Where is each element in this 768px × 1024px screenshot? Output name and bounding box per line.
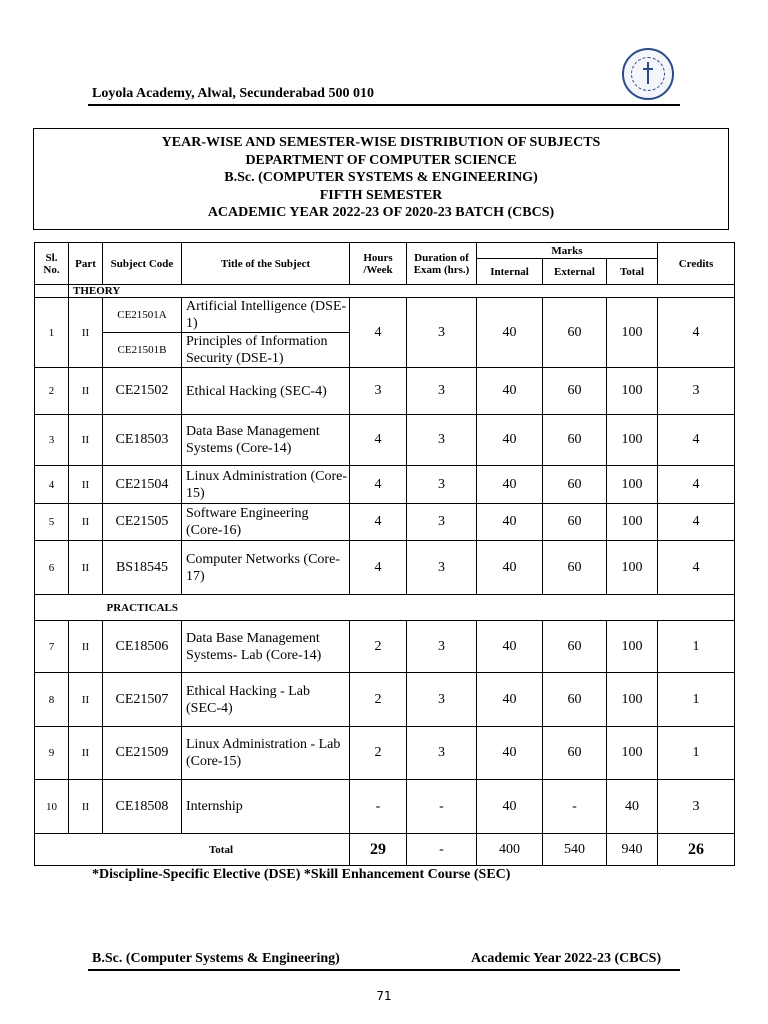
col-hours: Hours /Week	[350, 243, 407, 285]
total-label: Total	[35, 834, 350, 866]
cell-internal: 40	[477, 368, 543, 415]
col-credits: Credits	[658, 243, 735, 285]
table-row	[35, 541, 735, 595]
cell-total: 100	[607, 298, 658, 368]
title-line-2: DEPARTMENT OF COMPUTER SCIENCE	[245, 152, 517, 168]
cell-sl: 8	[35, 673, 69, 727]
footer-program: B.Sc. (Computer Systems & Engineering)	[92, 951, 340, 966]
cell-external: 60	[543, 298, 607, 368]
col-part: Part	[69, 243, 103, 285]
cell-external: 60	[543, 541, 607, 595]
col-external: External	[543, 259, 607, 285]
cell-duration: 3	[407, 541, 477, 595]
total-internal: 400	[477, 834, 543, 866]
cell-hours: 2	[350, 727, 407, 780]
cell-hours: -	[350, 780, 407, 834]
cell-total: 100	[607, 415, 658, 466]
cell-total: 100	[607, 621, 658, 673]
table-row	[35, 727, 735, 780]
col-sl-no: Sl. No.	[35, 243, 69, 285]
cell-hours: 4	[350, 415, 407, 466]
cell-credits: 4	[658, 298, 735, 368]
cell-credits: 4	[658, 415, 735, 466]
footnote: *Discipline-Specific Elective (DSE) *Skill Enhancement Course (SEC)	[92, 867, 511, 882]
cell-code: CE18506	[103, 621, 182, 673]
cell-total: 100	[607, 504, 658, 541]
cell-duration: -	[407, 780, 477, 834]
col-subject-code: Subject Code	[103, 243, 182, 285]
header-rule	[88, 104, 680, 106]
cell-external: 60	[543, 673, 607, 727]
cell-internal: 40	[477, 673, 543, 727]
section-practicals	[35, 595, 735, 621]
title-line-5: ACADEMIC YEAR 2022-23 OF 2020-23 BATCH (CBCS)	[207, 205, 555, 220]
cell-sl: 2	[35, 368, 69, 415]
cell-duration: 3	[407, 727, 477, 780]
cell-title: Ethical Hacking (SEC-4)	[182, 368, 350, 415]
cell-internal: 40	[477, 780, 543, 834]
cell-internal: 40	[477, 298, 543, 368]
cell-internal: 40	[477, 621, 543, 673]
cell-internal: 40	[477, 541, 543, 595]
cell-total: 100	[607, 368, 658, 415]
col-internal: Internal	[477, 259, 543, 285]
col-title: Title of the Subject	[182, 243, 350, 285]
cell-part: II	[69, 541, 103, 595]
cell-title: Computer Networks (Core-17)	[182, 541, 350, 595]
cell-code: CE21502	[103, 368, 182, 415]
cell-title: Principles of Information Security (DSE-1)	[182, 333, 350, 368]
table-row	[35, 621, 735, 673]
table-row	[35, 466, 735, 504]
cell-credits: 1	[658, 621, 735, 673]
cell-sl: 5	[35, 504, 69, 541]
cell-credits: 3	[658, 780, 735, 834]
cell-duration: 3	[407, 673, 477, 727]
cell-sl: 9	[35, 727, 69, 780]
cell-hours: 3	[350, 368, 407, 415]
cell-external: 60	[543, 368, 607, 415]
cell-external: 60	[543, 727, 607, 780]
section-theory	[35, 285, 735, 298]
table-row	[35, 415, 735, 466]
total-credits: 26	[658, 834, 735, 866]
cell-total: 100	[607, 727, 658, 780]
practicals-label: PRACTICALS	[103, 595, 735, 621]
cell-duration: 3	[407, 504, 477, 541]
cell-title: Ethical Hacking - Lab (SEC-4)	[182, 673, 350, 727]
cell-part: II	[69, 298, 103, 368]
cell-code: CE21501A	[103, 298, 182, 333]
col-total: Total	[607, 259, 658, 285]
cell-part: II	[69, 466, 103, 504]
title-line-3: B.Sc. (COMPUTER SYSTEMS & ENGINEERING)	[224, 170, 538, 185]
cell-external: 60	[543, 504, 607, 541]
cell-title: Linux Administration (Core-15)	[182, 466, 350, 504]
col-marks: Marks	[477, 243, 658, 259]
cell-credits: 3	[658, 368, 735, 415]
footer-rule	[88, 969, 680, 971]
cell-title: Artificial Intelligence (DSE-1)	[182, 298, 350, 333]
cell-duration: 3	[407, 415, 477, 466]
table-row	[35, 298, 735, 333]
total-total: 940	[607, 834, 658, 866]
cell-external: -	[543, 780, 607, 834]
page-number: 71	[376, 989, 392, 1003]
institution-name: Loyola Academy, Alwal, Secunderabad 500 010	[92, 86, 374, 101]
cell-hours: 2	[350, 673, 407, 727]
total-hours: 29	[350, 834, 407, 866]
cell-code: CE21509	[103, 727, 182, 780]
cell-total: 100	[607, 673, 658, 727]
cell-hours: 4	[350, 504, 407, 541]
cell-hours: 4	[350, 466, 407, 504]
cell-hours: 2	[350, 621, 407, 673]
cell-sl: 7	[35, 621, 69, 673]
cell-code: CE21507	[103, 673, 182, 727]
cell-code: CE21505	[103, 504, 182, 541]
cell-part: II	[69, 621, 103, 673]
cell-total: 100	[607, 466, 658, 504]
table-row	[35, 504, 735, 541]
cell-title: Software Engineering (Core-16)	[182, 504, 350, 541]
cell-hours: 4	[350, 298, 407, 368]
cell-code: CE21501B	[103, 333, 182, 368]
cell-internal: 40	[477, 727, 543, 780]
theory-label: THEORY	[69, 285, 735, 298]
cell-part: II	[69, 415, 103, 466]
cell-duration: 3	[407, 368, 477, 415]
cell-internal: 40	[477, 504, 543, 541]
cell-credits: 4	[658, 541, 735, 595]
cell-title: Internship	[182, 780, 350, 834]
header-row	[35, 243, 735, 259]
total-duration: -	[407, 834, 477, 866]
table-row	[35, 368, 735, 415]
cell-duration: 3	[407, 466, 477, 504]
cell-part: II	[69, 504, 103, 541]
cell-sl: 1	[35, 298, 69, 368]
total-external: 540	[543, 834, 607, 866]
cell-code: BS18545	[103, 541, 182, 595]
cell-code: CE21504	[103, 466, 182, 504]
cell-sl: 4	[35, 466, 69, 504]
col-duration: Duration of Exam (hrs.)	[407, 243, 477, 285]
cell-sl: 10	[35, 780, 69, 834]
cell-sl: 3	[35, 415, 69, 466]
college-seal-icon	[622, 48, 674, 100]
cell-hours: 4	[350, 541, 407, 595]
totals-row	[35, 834, 735, 866]
table-row	[35, 780, 735, 834]
cell-internal: 40	[477, 466, 543, 504]
cell-credits: 1	[658, 673, 735, 727]
cell-part: II	[69, 727, 103, 780]
title-block	[33, 128, 729, 230]
title-line-1: YEAR-WISE AND SEMESTER-WISE DISTRIBUTION OF SUBJECTS	[161, 135, 601, 150]
cell-title: Data Base Management Systems (Core-14)	[182, 415, 350, 466]
cell-sl: 6	[35, 541, 69, 595]
cell-total: 100	[607, 541, 658, 595]
cell-external: 60	[543, 415, 607, 466]
cell-credits: 1	[658, 727, 735, 780]
cell-title: Data Base Management Systems- Lab (Core-14)	[182, 621, 350, 673]
cell-part: II	[69, 780, 103, 834]
table-row	[35, 673, 735, 727]
subjects-table	[34, 242, 735, 866]
cell-external: 60	[543, 621, 607, 673]
cell-credits: 4	[658, 504, 735, 541]
cell-duration: 3	[407, 621, 477, 673]
cell-duration: 3	[407, 298, 477, 368]
cell-internal: 40	[477, 415, 543, 466]
cell-credits: 4	[658, 466, 735, 504]
cell-code: CE18503	[103, 415, 182, 466]
cell-part: II	[69, 673, 103, 727]
cell-total: 40	[607, 780, 658, 834]
title-line-4: FIFTH SEMESTER	[319, 187, 443, 203]
cell-part: II	[69, 368, 103, 415]
footer-academic-year: Academic Year 2022-23 (CBCS)	[471, 951, 662, 966]
cell-title: Linux Administration - Lab (Core-15)	[182, 727, 350, 780]
cell-code: CE18508	[103, 780, 182, 834]
cell-external: 60	[543, 466, 607, 504]
